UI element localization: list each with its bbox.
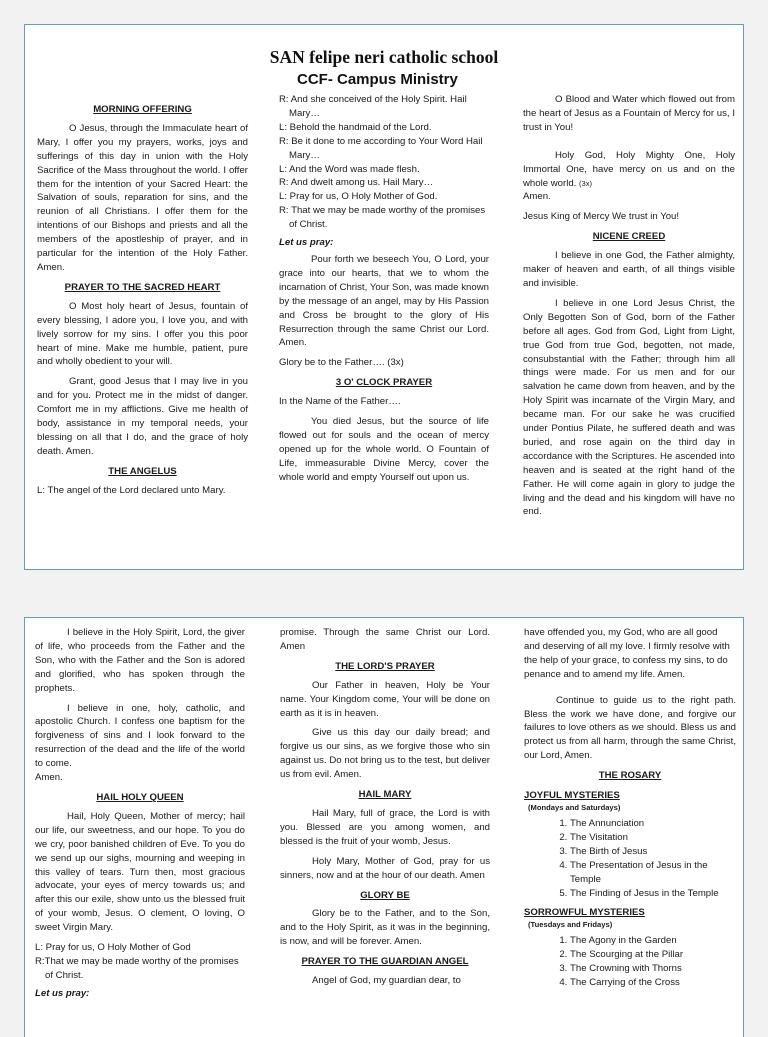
lords-prayer-paragraph: Give us this day our daily bread; and forgive us our sins, as we forgive those who sin against us. Do not bring us to the test, but deliver us from evil. Amen. [280, 727, 490, 781]
three-oclock-heading: 3 O' CLOCK PRAYER [335, 377, 433, 389]
holy-god-prayer [523, 149, 735, 191]
top-column-1 [37, 97, 248, 569]
school-title: SAN felipe neri catholic school [269, 47, 499, 67]
three-oclock-intro: In the Name of the Father…. [279, 396, 401, 408]
bottom-column-1 [35, 626, 245, 1037]
angelus-heading: THE ANGELUS [108, 465, 177, 477]
nicene-creed-heading: NICENE CREED [592, 231, 666, 243]
list-item: 2. The Scourging at the Pillar [570, 948, 736, 962]
angelus-line: L: Pray for us, O Holy Mother of God. [279, 191, 438, 203]
continued-text: promise. Through the same Christ our Lord. Amen [280, 627, 490, 652]
guardian-angel-text: Angel of God, my guardian dear, to [312, 975, 461, 987]
hail-holy-queen-text: Hail, Holy Queen, Mother of mercy; hail our life, our sweetness, and our hope. To you do we cry, poor banished children of Eve. To you do we send up our sighs, mourning and weeping in this valley of tears. Turn then, most gracious advocate, your eyes of mercy towards us; and after this our exile, show unto us the blessed fruit of your womb, Jesus. O clement, O loving, O sweet Virgin Mary. [35, 810, 245, 934]
angelus-line: L: Behold the handmaid of the Lord. [279, 121, 432, 133]
angelus-line: R: That we may be made worthy of the promises of Christ. [279, 205, 486, 231]
response-line: R:That we may be made worthy of the promises of Christ. [35, 955, 239, 981]
amen-text: Amen. [35, 772, 63, 784]
angelus-line: R: Be it done to me according to Your Word Hail Mary… [279, 135, 483, 161]
angelus-line: R: And she conceived of the Holy Spirit. Hail Mary… [279, 94, 467, 119]
let-us-pray-label: Let us pray: [35, 987, 90, 999]
sacred-heart-paragraph: O Most holy heart of Jesus, fountain of every blessing, I adore you, I love you, and with lively sorrow for my sins. I offer you this poor heart of mine. Make me humble, patient, pure and wholly obedient to your will. [37, 300, 248, 368]
top-column-2 [279, 93, 489, 569]
holy-god-text: Holy God, Holy Mighty One, Holy Immortal One, have mercy on us and on the whole world. [523, 149, 735, 189]
three-oclock-text: You died Jesus, but the source of life flowed out for souls and the ocean of mercy opened up for the whole world. O Fountain of Life, immeasurable Divine Mercy, cover the whole world and empty Yourself out upon us. [279, 416, 489, 483]
angelus-line: L: And the Word was made flesh. [279, 163, 420, 175]
glory-be-3x: Glory be to the Father…. (3x) [279, 357, 404, 369]
joyful-days-note: (Mondays and Saturdays) [528, 802, 621, 812]
let-us-pray-label: Let us pray: [279, 237, 334, 249]
angelus-line: L: The angel of the Lord declared unto Mary. [37, 484, 226, 496]
morning-offering-text: O Jesus, through the Immaculate heart of Mary, I offer you my prayers, works, joys and sufferings of this day in union with the Holy Sacrifice of the Mass throughout the world. I offer them for the intention of your Sacred Heart: the Salvation of souls, reparation for sins, and the reunion of all Christians. I offer them for the intentions of our Bishops and priests and all the members of the apostleship of prayer, and in particular for the intention of the Holy Father. Amen. [37, 122, 248, 273]
bottom-column-3 [524, 626, 736, 1037]
times-note: (3x) [579, 178, 593, 188]
glory-be-text: Glory be to the Father, and to the Son, and to the Holy Spirit, as it was in the beginning, is now, and will be forever. Amen. [280, 908, 490, 948]
angelus-prayer: Pour forth we beseech You, O Lord, your grace into our hearts, that we to whom the incarnation of Christ, Your Son, was made known by the message of an angel, may by His Passion and Cross be brought to the glory of His Resurrection through the same Christ our Lord. Amen. [279, 253, 489, 349]
sorrowful-mysteries-heading: SORROWFUL MYSTERIES [524, 907, 645, 919]
joyful-mysteries-heading: JOYFUL MYSTERIES [524, 790, 620, 802]
bottom-page [24, 617, 744, 1037]
blood-water-prayer: O Blood and Water which flowed out from the heart of Jesus as a Fountain of Mercy for us, I trust in You! [523, 94, 735, 133]
contrition-text: have offended you, my God, who are all good and deserving of all my love. I firmly resolve with the help of your grace, to confess my sins, to do penance and to amend my life. Amen. [524, 627, 730, 680]
guardian-angel-heading: PRAYER TO THE GUARDIAN ANGEL [301, 956, 469, 968]
top-column-3 [523, 93, 735, 569]
nicene-paragraph: I believe in one Lord Jesus Christ, the Only Begotten Son of God, born of the Father before all ages. God from God, Light from Light, true God from true God, begotten, not made, consubstantial with the Father; through him all things were made. For us men and for our salvation he came down from heaven, and by the Holy Spirit was incarnate of the Virgin Mary, and became man. For our sake he was crucified under Pontius Pilate, he suffered death and was buried, and rose again on the third day in accordance with the Scriptures. He ascended into heaven and is seated at the right hand of the Father. He will come again in glory to judge the living and the dead and his kingdom will have no end. [523, 297, 735, 518]
amen-text: Amen. [523, 191, 551, 203]
king-of-mercy: Jesus King of Mercy We trust in You! [523, 211, 680, 223]
list-item: 4. The Presentation of Jesus in the Temple [570, 859, 736, 887]
hail-mary-paragraph: Hail Mary, full of grace, the Lord is with you. Blessed are you among women, and blessed is the fruit of your womb, Jesus. [280, 807, 490, 847]
creed-paragraph: I believe in the Holy Spirit, Lord, the giver of life, who proceeds from the Father and the Son, who with the Father and the Son is adored and glorified, who has spoken through the prophets. [35, 627, 245, 694]
joyful-mysteries-list [524, 817, 736, 900]
list-item: 3. The Crowning with Thorns [570, 962, 736, 976]
hail-mary-paragraph: Holy Mary, Mother of God, pray for us sinners, now and at the hour of our death. Amen [280, 855, 490, 881]
list-item: 5. The Finding of Jesus in the Temple [570, 887, 736, 901]
rosary-heading: THE ROSARY [598, 770, 662, 782]
sacred-heart-paragraph: Grant, good Jesus that I may live in you and for you. Protect me in the midst of danger. Comfort me in my afflictions. Give me health of body, assistance in my temporal needs, your blessing on all that I do, and the grace of holy death. Amen. [37, 376, 248, 457]
creed-paragraph: I believe in one, holy, catholic, and apostolic Church. I confess one baptism for the forgiveness of sins and I look forward to the resurrection of the dead and the life of the world to come. [35, 702, 245, 770]
ministry-title: CCF- Campus Ministry [297, 71, 458, 88]
nicene-paragraph: I believe in one God, the Father almighty, maker of heaven and earth, of all things visible and invisible. [523, 250, 735, 289]
sorrowful-mysteries-list [524, 934, 736, 990]
hail-holy-queen-heading: HAIL HOLY QUEEN [96, 791, 184, 803]
guidance-prayer: Continue to guide us to the right path. Bless the work we have done, and forgive our failures to love others as we should. Bless us and protect us from all harm, through the same Christ, our Lord, Amen. [524, 694, 736, 762]
glory-be-heading: GLORY BE [360, 889, 410, 901]
lords-prayer-paragraph: Our Father in heaven, Holy be Your name. Your Kingdom come, Your will be done on earth as it is in heaven. [280, 679, 490, 719]
list-item: 1. The Annunciation [570, 817, 736, 831]
list-item: 2. The Visitation [570, 831, 736, 845]
sacred-heart-heading: PRAYER TO THE SACRED HEART [64, 281, 221, 293]
morning-offering-heading: MORNING OFFERING [93, 104, 192, 115]
list-item: 4. The Carrying of the Cross [570, 976, 736, 990]
list-item: 1. The Agony in the Garden [570, 934, 736, 948]
list-item: 3. The Birth of Jesus [570, 845, 736, 859]
hail-mary-heading: HAIL MARY [358, 789, 412, 801]
response-line: L: Pray for us, O Holy Mother of God [35, 942, 191, 954]
sorrowful-days-note: (Tuesdays and Fridays) [528, 920, 613, 930]
top-page [24, 24, 744, 570]
angelus-line: R: And dwelt among us. Hail Mary… [279, 177, 434, 189]
bottom-column-2 [280, 626, 490, 1037]
lords-prayer-heading: THE LORD'S PRAYER [335, 660, 435, 672]
